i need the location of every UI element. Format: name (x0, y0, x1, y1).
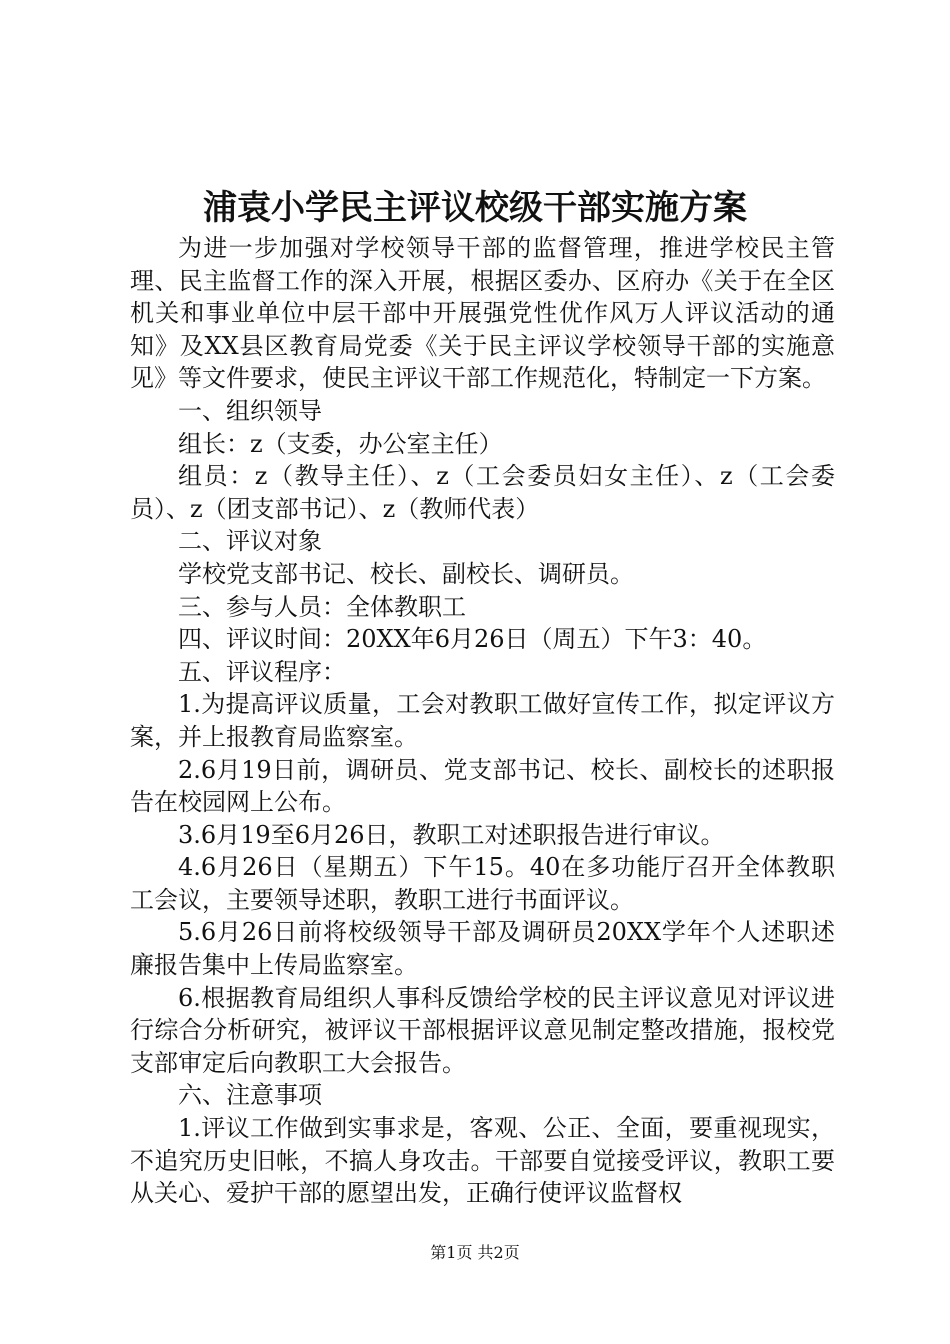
procedure-item-5: 5.6月26日前将校级领导干部及调研员20XX学年个人述职述廉报告集中上传局监察室。 (130, 918, 835, 980)
section-heading-participants: 三、参与人员：全体教职工 (178, 592, 466, 621)
procedure-item-3: 3.6月19至6月26日，教职工对述职报告进行审议。 (178, 820, 725, 849)
procedure-item-2: 2.6月19日前，调研员、党支部书记、校长、副校长的述职报告在校园网上公布。 (130, 755, 835, 817)
procedure-item-4: 4.6月26日（星期五）下午15。40在多功能厅召开全体教职工会议，主要领导述职，教职工进行书面评议。 (130, 853, 835, 914)
page-footer: 第1页 共2页 (430, 1243, 520, 1262)
procedure-item-6: 6.根据教育局组织人事科反馈给学校的民主评议意见对评议进行综合分析研究，被评议干部根据评议意见制定整改措施，报校党支部审定后向教职工大会报告。 (130, 983, 835, 1077)
document-title: 浦袁小学民主评议校级干部实施方案 (203, 188, 747, 228)
section-heading-time: 四、评议时间：20XX年6月26日（周五）下午3：40。 (178, 625, 767, 654)
section-heading-notes: 六、注意事项 (178, 1081, 322, 1110)
document-body (130, 232, 835, 1210)
section-heading-procedure: 五、评议程序： (178, 657, 346, 686)
procedure-item-1: 1.为提高评议质量，工会对教职工做好宣传工作，拟定评议方案，并上报教育局监察室。 (130, 690, 835, 751)
section-heading-targets: 二、评议对象 (178, 527, 322, 556)
group-members-line: 组员：z（教导主任）、z（工会委员妇女主任）、z（工会委员）、z（团支部书记）、z（教师代表） (130, 462, 835, 523)
targets-line: 学校党支部书记、校长、副校长、调研员。 (178, 559, 634, 588)
group-leader-line: 组长：z（支委，办公室主任） (178, 429, 503, 458)
intro-paragraph: 为进一步加强对学校领导干部的监督管理，推进学校民主管理、民主监督工作的深入开展，根据区委办、区府办《关于在全区机关和事业单位中层干部中开展强党性优作风万人评议活动的通知》及XX县区教育局党委《关于民主评议学校领导干部的实施意见》等文件要求，使民主评议干部工作规范化，特制定一下方案。 (130, 234, 835, 393)
section-heading-organization: 一、组织领导 (178, 396, 322, 425)
notes-item-1: 1.评议工作做到实事求是，客观、公正、全面，要重视现实，不追究历史旧帐，不搞人身攻击。干部要自觉接受评议，教职工要从关心、爱护干部的愿望出发，正确行使评议监督权 (130, 1114, 835, 1208)
